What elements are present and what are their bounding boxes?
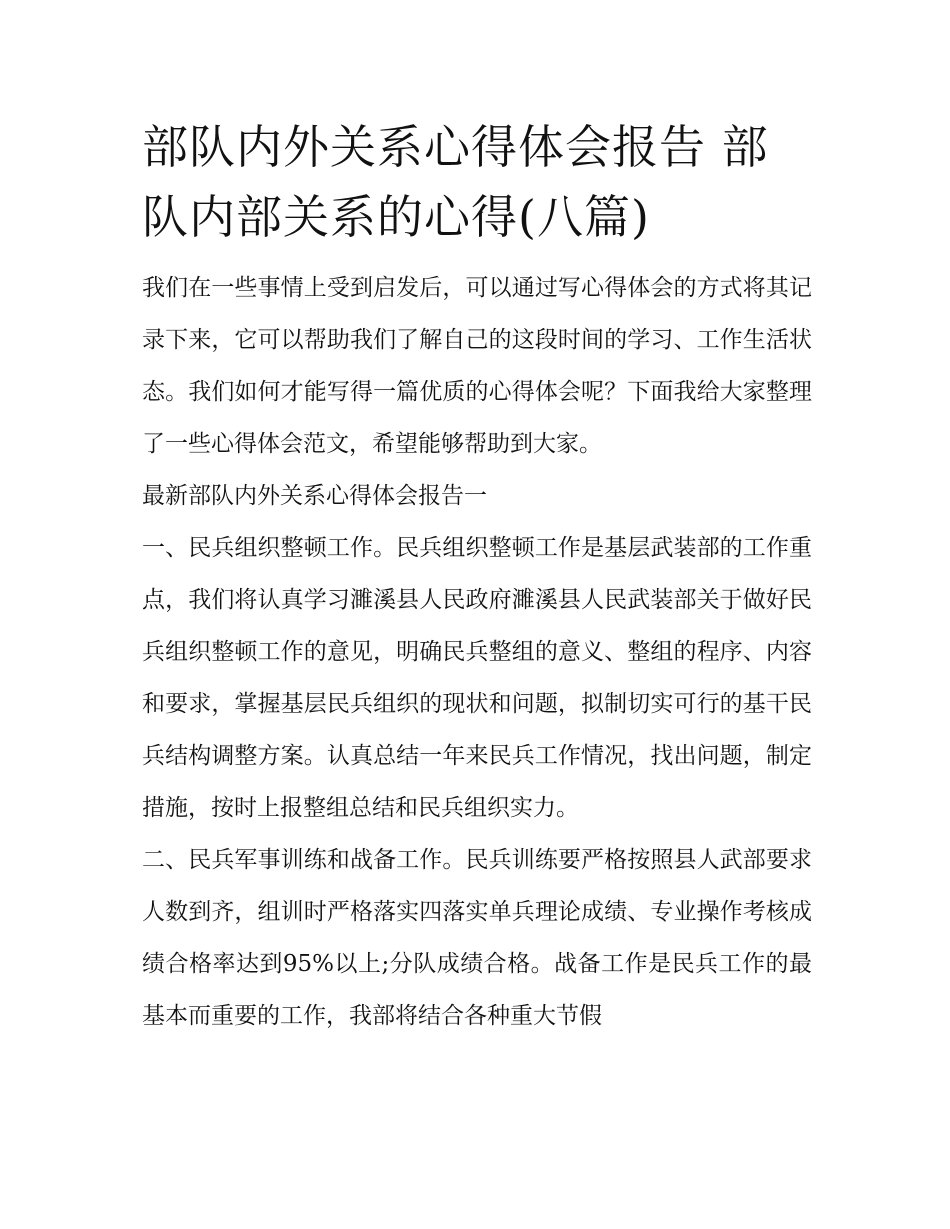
document-title: 部队内外关系心得体会报告 部队内部关系的心得(八篇) (142, 120, 769, 244)
section-heading: 最新部队内外关系心得体会报告一 (142, 483, 487, 509)
body-paragraph-1: 一、民兵组织整顿工作。民兵组织整顿工作是基层武装部的工作重点，我们将认真学习濉溪县人民政府濉溪县人民武装部关于做好民兵组织整顿工作的意见，明确民兵整组的意义、整组的程序、内容和要求，掌握基层民兵组织的现状和问题，拟制切实可行的基干民兵结构调整方案。认真总结一年来民兵工作情况，找出问题，制定措施，按时上报整组总结和民兵组织实力。 (142, 535, 812, 821)
intro-paragraph: 我们在一些事情上受到启发后，可以通过写心得体会的方式将其记录下来，它可以帮助我们了解自己的这段时间的学习、工作生活状态。我们如何才能写得一篇优质的心得体会呢？下面我给大家整理了一些心得体会范文，希望能够帮助到大家。 (142, 275, 812, 457)
document-page (142, 112, 812, 1042)
body-paragraph-2: 二、民兵军事训练和战备工作。民兵训练要严格按照县人武部要求人数到齐，组训时严格落实四落实单兵理论成绩、专业操作考核成绩合格率达到95%以上;分队成绩合格。战备工作是民兵工作的最基本而重要的工作，我部将结合各种重大节假 (142, 847, 812, 1029)
